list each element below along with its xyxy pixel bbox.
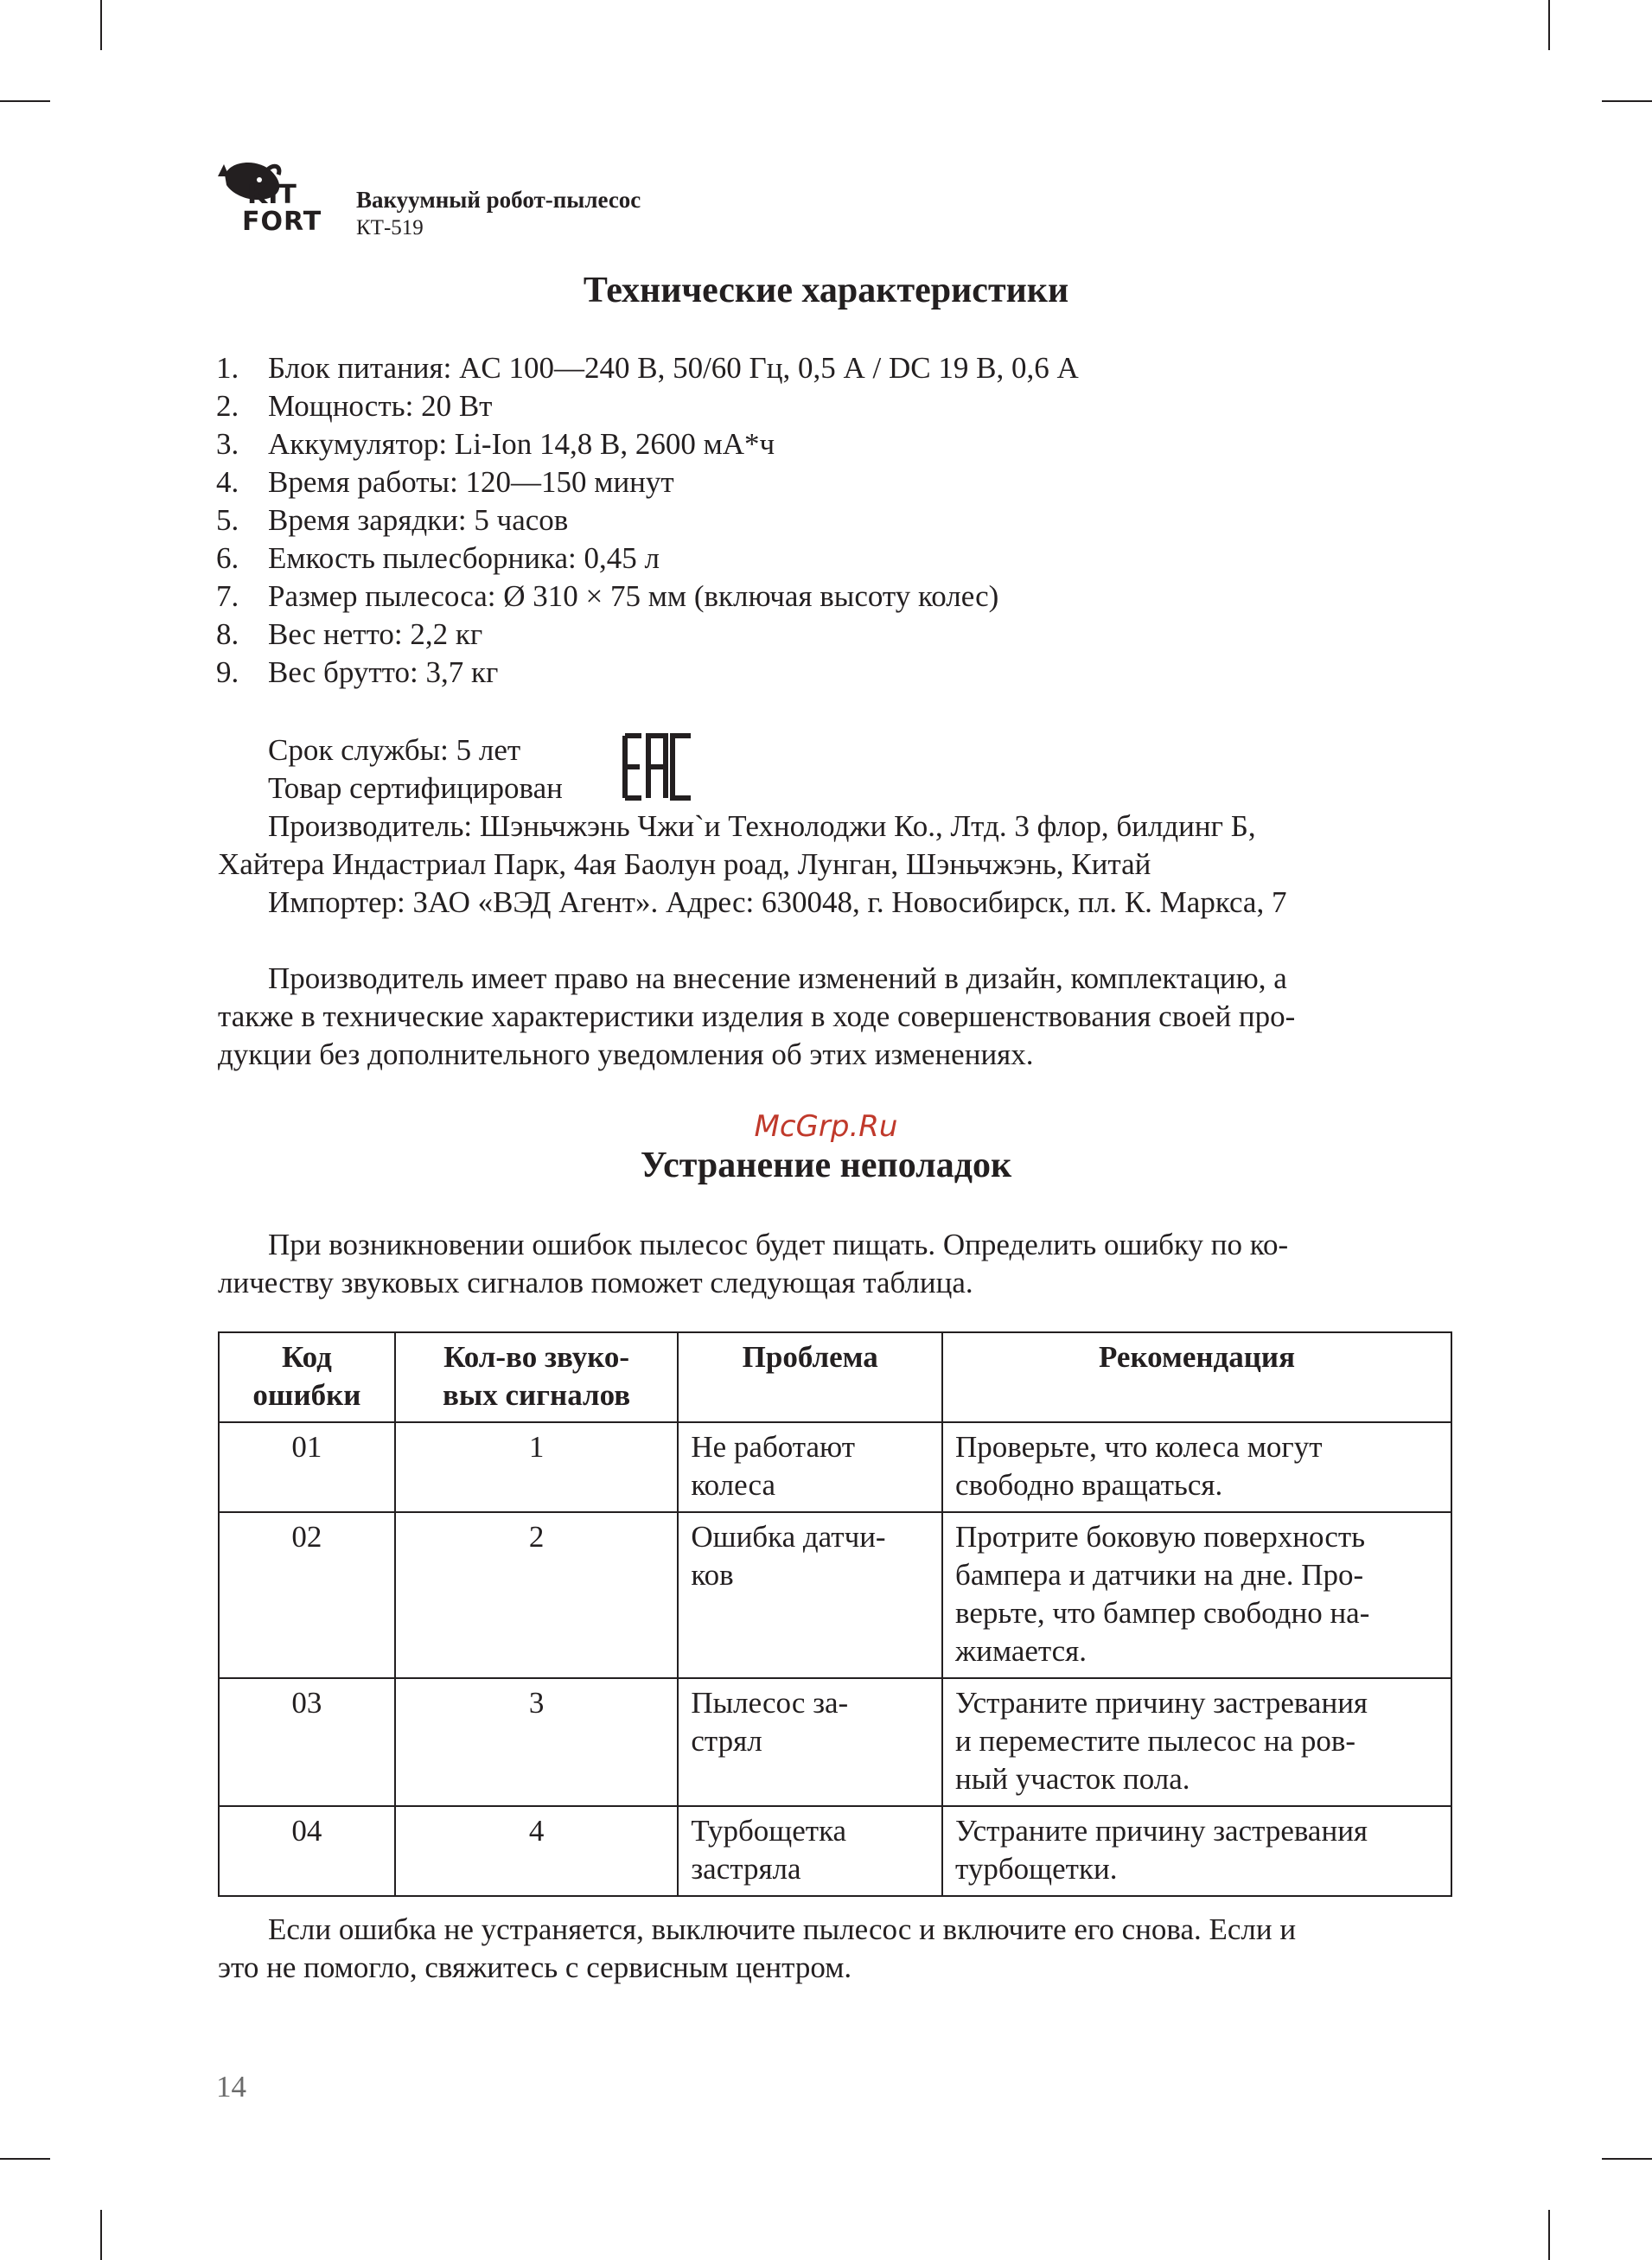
cell-line: стрял [691, 1724, 762, 1758]
spec-item [216, 501, 1079, 539]
cell-recommendation [942, 1512, 1451, 1678]
spec-number: 1. [216, 351, 239, 385]
table-row [219, 1512, 1451, 1678]
cell-line: Турбощетка [691, 1814, 847, 1848]
header-text: Код [282, 1340, 332, 1374]
spec-item [216, 387, 1079, 425]
spec-item [216, 578, 1079, 616]
table-header-row [219, 1332, 1451, 1422]
error-codes-table [218, 1331, 1452, 1897]
cell-line: Протрите боковую поверхность [955, 1520, 1366, 1554]
cell-line: Ошибка датчи- [691, 1520, 886, 1554]
spec-item [216, 463, 1079, 501]
cell-recommendation [942, 1422, 1451, 1512]
intro-line-2: личеству звуковых сигналов поможет следующая таблица. [218, 1266, 973, 1299]
cell-line: Не работают [691, 1430, 856, 1464]
service-life: Срок службы: 5 лет [268, 733, 521, 767]
brand-wordmark [242, 182, 337, 235]
spec-text: Вес нетто: 2,2 кг [268, 617, 483, 651]
crop-mark [1602, 100, 1652, 102]
cell-line: ков [691, 1558, 734, 1592]
header-text: ошибки [252, 1378, 361, 1412]
product-model: КТ-519 [356, 216, 424, 239]
cell-beeps: 1 [395, 1422, 679, 1512]
cell-code: 02 [219, 1512, 395, 1678]
spec-item [216, 349, 1079, 387]
cell-code: 03 [219, 1678, 395, 1806]
cell-problem [678, 1512, 942, 1678]
cell-recommendation [942, 1806, 1451, 1896]
spec-item [216, 616, 1079, 654]
cell-problem [678, 1678, 942, 1806]
specs-heading: Технические характеристики [583, 271, 1069, 310]
intro-line-1: При возникновении ошибок пылесос будет пищать. Определить ошибку по ко- [268, 1228, 1289, 1261]
disclaimer-line-2: также в технические характеристики изделия в ходе совершенствования своей про- [218, 999, 1296, 1033]
document-header [356, 185, 641, 242]
cell-line: верьте, что бампер свободно на- [955, 1596, 1370, 1630]
header-beeps [395, 1332, 679, 1422]
spec-number: 2. [216, 389, 239, 423]
cell-code: 04 [219, 1806, 395, 1896]
spec-text: Вес брутто: 3,7 кг [268, 655, 499, 689]
crop-mark [100, 2210, 102, 2260]
spec-text: Время работы: 120—150 минут [268, 465, 674, 499]
cell-recommendation [942, 1678, 1451, 1806]
cell-line: бампера и датчики на дне. Про- [955, 1558, 1364, 1592]
outro-line-1: Если ошибка не устраняется, выключите пылесос и включите его снова. Если и [268, 1912, 1297, 1946]
cell-line: турбощетки. [955, 1852, 1118, 1886]
spec-item [216, 654, 1079, 692]
eac-mark-icon [622, 733, 693, 801]
table-row [219, 1806, 1451, 1896]
cell-line: колеса [691, 1468, 775, 1502]
header-code [219, 1332, 395, 1422]
header-recommendation: Рекомендация [942, 1332, 1451, 1422]
cell-problem [678, 1806, 942, 1896]
cell-line: Устраните причину застревания [955, 1686, 1368, 1720]
brand-line-2: FORT [242, 207, 322, 237]
importer: Импортер: ЗАО «ВЭД Агент». Адрес: 630048, г. Новосибирск, пл. К. Маркса, 7 [268, 885, 1287, 919]
manufacturer-line-1: Производитель: Шэньчжэнь Чжи`и Технолоджи Ко., Лтд. 3 флор, билдинг Б, [268, 809, 1256, 843]
watermark-link[interactable]: McGrp.Ru [754, 1109, 898, 1144]
cell-line: и переместите пылесос на ров- [955, 1724, 1356, 1758]
spec-number: 3. [216, 427, 239, 461]
specs-list [216, 349, 1079, 692]
product-title: Вакуумный робот-пылесос [356, 187, 641, 213]
table-row [219, 1678, 1451, 1806]
spec-number: 4. [216, 465, 239, 499]
cell-beeps: 3 [395, 1678, 679, 1806]
spec-text: Размер пылесоса: Ø 310 × 75 мм (включая высоту колес) [268, 579, 999, 613]
spec-number: 9. [216, 655, 239, 689]
table-row [219, 1422, 1451, 1512]
spec-item [216, 539, 1079, 578]
cell-line: свободно вращаться. [955, 1468, 1223, 1502]
disclaimer-line-1: Производитель имеет право на внесение изменений в дизайн, комплектацию, а [268, 961, 1287, 995]
spec-item [216, 425, 1079, 463]
spec-text: Время зарядки: 5 часов [268, 503, 569, 537]
cell-beeps: 2 [395, 1512, 679, 1678]
header-problem: Проблема [678, 1332, 942, 1422]
cell-line: застряла [691, 1852, 801, 1886]
cell-line: жимается. [955, 1634, 1088, 1668]
troubleshooting-heading: Устранение неполадок [640, 1146, 1012, 1185]
crop-mark [100, 0, 102, 50]
outro-line-2: это не помогло, свяжитесь с сервисным центром. [218, 1950, 852, 1984]
brand-line-1: KIT [247, 180, 297, 210]
spec-number: 7. [216, 579, 239, 613]
header-text: Кол-во звуко- [443, 1340, 630, 1374]
cell-code: 01 [219, 1422, 395, 1512]
page-number: 14 [216, 2070, 246, 2104]
cell-line: Проверьте, что колеса могут [955, 1430, 1323, 1464]
cell-line: ный участок пола. [955, 1762, 1190, 1796]
cell-beeps: 4 [395, 1806, 679, 1896]
cell-line: Устраните причину застревания [955, 1814, 1368, 1848]
spec-number: 8. [216, 617, 239, 651]
spec-number: 5. [216, 503, 239, 537]
spec-text: Аккумулятор: Li-Ion 14,8 В, 2600 мА*ч [268, 427, 775, 461]
spec-text: Блок питания: AC 100—240 В, 50/60 Гц, 0,5 А / DC 19 В, 0,6 А [268, 351, 1079, 385]
crop-mark [1602, 2158, 1652, 2160]
crop-mark [1548, 2210, 1550, 2260]
spec-text: Мощность: 20 Вт [268, 389, 493, 423]
crop-mark [0, 100, 50, 102]
crop-mark [0, 2158, 50, 2160]
spec-text: Емкость пылесборника: 0,45 л [268, 541, 660, 575]
cell-line: Пылесос за- [691, 1686, 849, 1720]
crop-mark [1548, 0, 1550, 50]
spec-number: 6. [216, 541, 239, 575]
manufacturer-line-2: Хайтера Индастриал Парк, 4ая Баолун роад, Лунган, Шэньчжэнь, Китай [218, 847, 1151, 881]
header-text: вых сигналов [442, 1378, 631, 1412]
disclaimer-line-3: дукции без дополнительного уведомления об этих изменениях. [218, 1037, 1034, 1071]
certified-note: Товар сертифицирован [268, 771, 563, 805]
cell-problem [678, 1422, 942, 1512]
